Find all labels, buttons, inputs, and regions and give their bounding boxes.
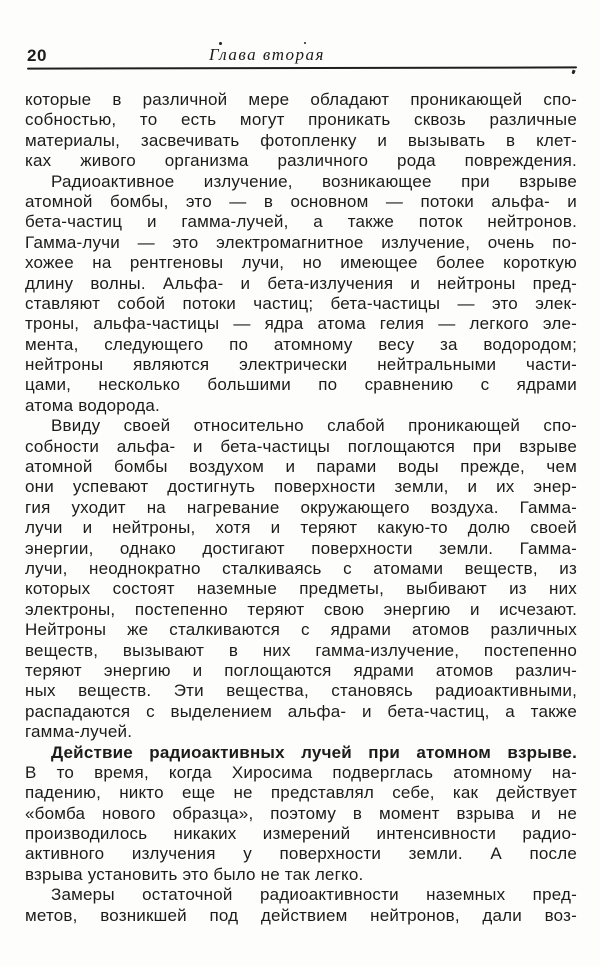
text-line: троны, альфа-частицы — ядра атома гелия — легкого эле- xyxy=(25,314,577,334)
text-line: ках живого организма различного рода повреждения. xyxy=(25,151,577,171)
scan-speck xyxy=(219,42,222,45)
text-line: ставляют собой потоки частиц; бета-частицы — это элек- xyxy=(25,293,577,313)
text-line: взрыва установить это было не так легко. xyxy=(25,864,364,884)
text-line: материалы, засвечивать фотопленку и вызывать в клет- xyxy=(25,130,577,150)
text-line: Нейтроны же сталкиваются с ядрами атомов различных xyxy=(25,620,577,640)
text-line: лучи и нейтроны, хотя и теряют какую-то долю своей xyxy=(25,518,577,538)
text-line: ных веществ. Эти вещества, становясь радиоактивными, xyxy=(25,681,577,701)
text-line: электроны, постепенно теряют свою энергию и исчезают. xyxy=(25,599,577,619)
text-line: В то время, когда Хиросима подверглась атомному на- xyxy=(25,762,577,782)
text-line: веществ, вызывают в них гамма-излучение, постепенно xyxy=(25,640,577,660)
text-line: лучи, неоднократно сталкиваясь с атомами веществ, из xyxy=(25,558,577,578)
text-line: Радиоактивное излучение, возникающее при взрыве xyxy=(51,171,577,191)
text-line: собности альфа- и бета-частицы поглощаются при взрыве xyxy=(25,436,577,456)
text-line: теряют энергию и поглощаются ядрами атомов различ- xyxy=(25,660,577,680)
text-line: «бомба нового образца», поэтому в момент взрыва и не xyxy=(25,803,577,823)
text-line: мента, следующего по атомному весу за водородом; xyxy=(25,334,577,354)
scan-speck xyxy=(571,70,575,75)
text-line: производилось никаких измерений интенсивности радио- xyxy=(25,824,577,844)
text-line: атомной бомбы воздухом и парами воды прежде, чем xyxy=(25,457,577,477)
text-line: атома водорода. xyxy=(25,395,160,415)
header-rule xyxy=(27,66,577,69)
text-line: энергии, однако достигают поверхности земли. Гамма- xyxy=(25,538,577,558)
text-line: длину волны. Альфа- и бета-излучения и нейтроны пред- xyxy=(25,273,577,293)
text-line: падению, никто еще не представлял себе, как действует xyxy=(25,783,577,803)
text-line: хожее на рентгеновы лучи, но имеющее более короткую xyxy=(25,253,577,273)
text-line: гия уходит на нагревание окружающего воздуха. Гамма- xyxy=(25,497,577,517)
text-line: Ввиду своей относительно слабой проникающей спо- xyxy=(51,416,577,436)
text-line: нейтроны являются электрически нейтральными части- xyxy=(25,355,577,375)
text-line: они успевают достигнуть поверхности земли, и их энер- xyxy=(25,477,577,497)
text-line: атомной бомбы, это — в основном — потоки альфа- и xyxy=(25,191,577,211)
scan-speck xyxy=(304,42,306,44)
text-line: распадаются с выделением альфа- и бета-частиц, а также xyxy=(25,701,577,721)
page-number: 20 xyxy=(27,46,47,65)
page-body xyxy=(25,90,577,926)
text-line: цами, несколько большими по сравнению с ядрами xyxy=(25,375,577,395)
text-line: Действие радиоактивных лучей при атомном взрыве. xyxy=(51,742,577,762)
running-head-chapter-title: Глава вторая xyxy=(209,45,325,64)
text-line: Гамма-лучи — это электромагнитное излучение, очень по- xyxy=(25,232,577,252)
text-line: которые в различной мере обладают проникающей спо- xyxy=(25,90,577,109)
text-line: метов, возникшей под действием нейтронов, дали воз- xyxy=(25,905,577,925)
text-line: бета-частиц и гамма-лучей, а также поток нейтронов. xyxy=(25,212,577,232)
text-line: собностью, то есть могут проникать сквозь различные xyxy=(25,110,577,130)
text-line: активного излучения у поверхности земли. А после xyxy=(25,844,577,864)
text-line: которых состоят наземные предметы, выбивают из них xyxy=(25,579,577,599)
text-line: гамма-лучей. xyxy=(25,722,133,742)
text-line: Замеры остаточной радиоактивности наземных пред- xyxy=(51,885,577,905)
